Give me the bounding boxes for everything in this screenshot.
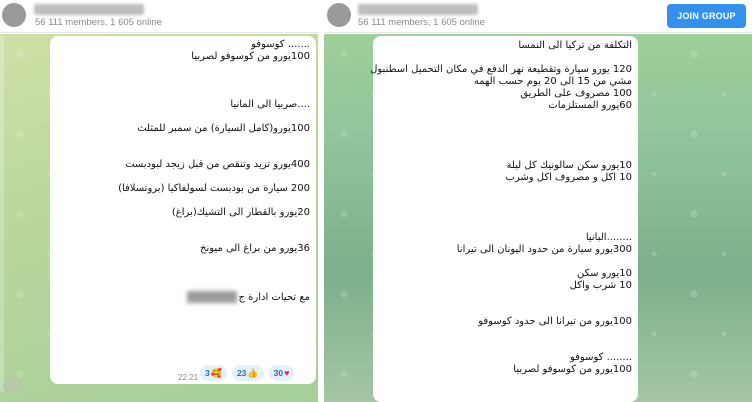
- redacted-name: [187, 291, 237, 303]
- signature-line: [58, 291, 310, 304]
- message-line: 10يورو سكن: [576, 268, 632, 279]
- reaction-smiling-hearts[interactable]: [200, 365, 227, 381]
- message-time: 22:21: [178, 373, 199, 382]
- left-chat-panel: [0, 0, 318, 402]
- message-blank-line: [58, 219, 310, 231]
- group-title-redacted: [358, 4, 478, 15]
- reaction-count: 3: [205, 368, 210, 378]
- message-blank-line: [381, 304, 632, 316]
- message-line: ........البانيا: [585, 232, 632, 243]
- message-blank-line: [381, 52, 632, 64]
- reaction-thumbs-up[interactable]: [232, 365, 264, 381]
- message-line: ....... كوسوفو: [251, 39, 310, 50]
- message-line: 36يورو من براغ الى ميونخ: [199, 243, 310, 254]
- message-line: 100يورو من تيرانا الى حدود كوسوفو: [478, 316, 632, 327]
- members-count: 56 111 members, 1 605 online: [35, 17, 162, 28]
- message-line: 100 مصروف على الطريق: [520, 88, 632, 99]
- message-line: 60يورو المستلزمات: [548, 100, 632, 111]
- message-blank-line: [58, 63, 310, 75]
- message-blank-line: [381, 136, 632, 148]
- message-line: 100يورو من كوسوفو لصربيا: [513, 364, 632, 375]
- message-line: 10 شرب واكل: [569, 280, 632, 291]
- message-blank-line: [381, 124, 632, 136]
- message-blank-line: [381, 328, 632, 340]
- message-blank-line: [381, 340, 632, 352]
- message-bubble[interactable]: [370, 36, 638, 402]
- message-bubble[interactable]: [50, 36, 316, 384]
- reactions-bar: [200, 365, 294, 381]
- chat-header[interactable]: [0, 0, 318, 33]
- smiling-face-hearts-icon: 🥰: [210, 367, 222, 378]
- chat-header[interactable]: [324, 0, 752, 33]
- message-line: 10 اكل و مصروف اكل وشرب: [505, 172, 632, 183]
- message-blank-line: [381, 112, 632, 124]
- right-chat-panel: [324, 0, 752, 402]
- group-title-redacted: [34, 4, 144, 15]
- message-blank-line: [381, 256, 632, 268]
- message-blank-line: [58, 147, 310, 159]
- signature-text: مع تحيات ادارة ج: [238, 292, 310, 303]
- join-group-button[interactable]: JOIN GROUP: [667, 4, 746, 28]
- message-blank-line: [381, 292, 632, 304]
- thumbs-up-icon: 👍: [247, 367, 259, 378]
- reaction-count: 23: [236, 368, 247, 378]
- message-line: 120 يورو سيارة وتقطيعة نهر الدفع في مكان التحميل اسطنبول: [370, 64, 632, 75]
- scrollbar[interactable]: [0, 36, 4, 392]
- message-blank-line: [58, 135, 310, 147]
- group-avatar[interactable]: [2, 3, 26, 27]
- message-line: 20يورو بالقطار الى التشيك(براغ): [171, 207, 310, 218]
- group-avatar[interactable]: [327, 3, 351, 27]
- message-blank-line: [381, 208, 632, 220]
- message-line: 200 سيارة من بودبست لسولفاكيا (بروتسلافا): [118, 183, 310, 194]
- message-text: [58, 39, 310, 304]
- members-count: 56 111 members, 1 605 online: [358, 17, 485, 28]
- message-line: ........ كوسوفو: [569, 352, 632, 363]
- message-line: التكلفة من تركيا الى النمسا: [518, 40, 632, 51]
- message-blank-line: [381, 184, 632, 196]
- reaction-heart[interactable]: [269, 365, 295, 381]
- message-blank-line: [381, 196, 632, 208]
- message-line: 400يورو تزيد وتنقص من قبل زيجد لبودبست: [125, 159, 310, 170]
- message-blank-line: [381, 148, 632, 160]
- message-line: 100يورو من كوسوفو لصربيا: [191, 51, 310, 62]
- message-blank-line: [58, 171, 310, 183]
- message-line: مشي من 15 الى 20 يوم حسب الهمه: [473, 76, 632, 87]
- message-blank-line: [381, 220, 632, 232]
- heart-icon: ♥: [284, 368, 290, 378]
- message-blank-line: [58, 231, 310, 243]
- message-text: [370, 40, 632, 376]
- sender-avatar[interactable]: [3, 376, 21, 394]
- message-line: 300يورو سيارة من حدود اليونان الى تيرانا: [456, 244, 632, 255]
- message-line: 10يورو سكن سالونيك كل ليلة: [506, 160, 632, 171]
- message-line: 100يورو(كامل السيارة) من سمبر للمثلث: [137, 123, 310, 134]
- message-blank-line: [58, 111, 310, 123]
- reaction-count: 30: [273, 368, 284, 378]
- message-line: ....صربيا الى المانيا: [230, 99, 310, 110]
- message-blank-line: [58, 75, 310, 87]
- message-blank-line: [58, 87, 310, 99]
- message-blank-line: [58, 195, 310, 207]
